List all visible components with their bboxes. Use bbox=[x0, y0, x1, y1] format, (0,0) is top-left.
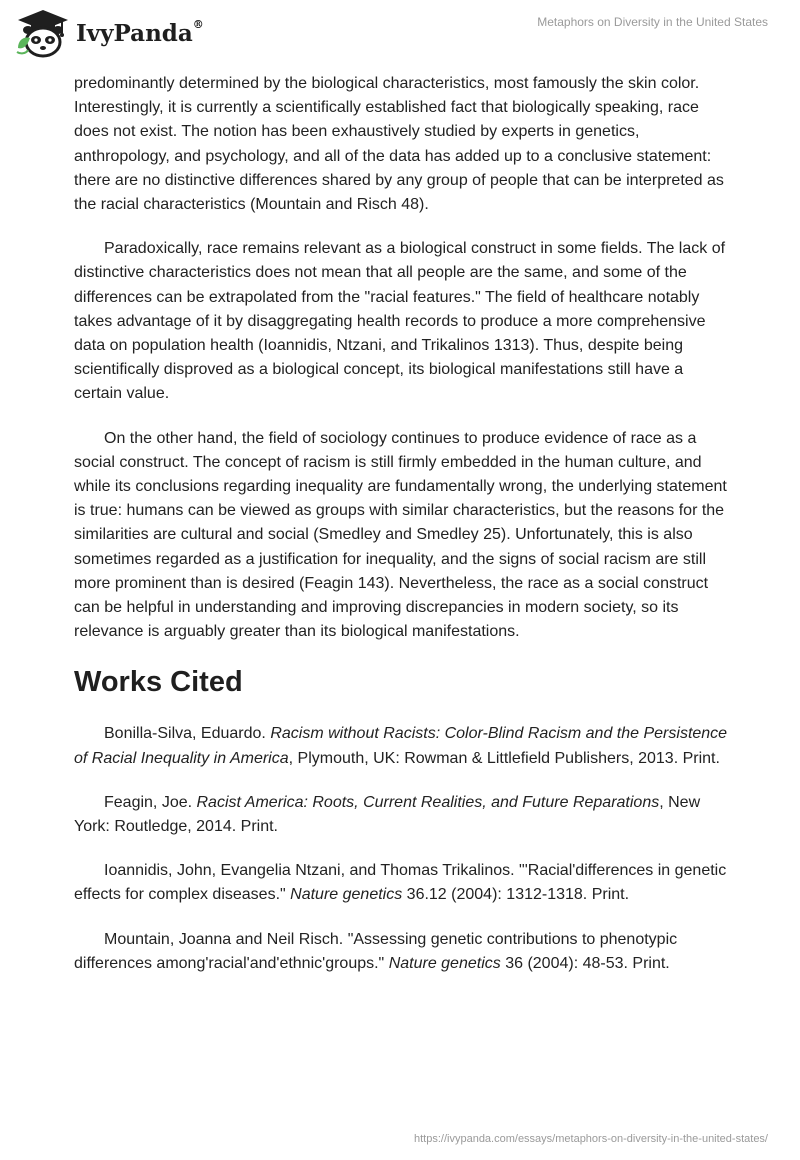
panda-graduate-icon bbox=[14, 8, 72, 60]
citation-details: 36 (2004): 48-53. Print. bbox=[500, 954, 670, 972]
works-cited-heading: Works Cited bbox=[74, 666, 243, 699]
source-url[interactable]: https://ivypanda.com/essays/metaphors-on-diversity-in-the-united-states/ bbox=[414, 1133, 768, 1145]
citation-mountain bbox=[74, 928, 730, 976]
citation-details: 36.12 (2004): 1312-1318. Print. bbox=[402, 886, 630, 904]
citation-feagin bbox=[74, 791, 730, 839]
registered-mark: ® bbox=[192, 18, 204, 31]
paragraph-3: On the other hand, the field of sociology continues to produce evidence of race as a social construct. The concept of racism is still firmly embedded in the human culture, and while its conclusions regarding inequality are fundamentally wrong, the underlying statement is true: humans can be viewed as groups with similar characteristics, but the reasons for the similarities are cultural and social (Smedley and Smedley 25). Unfortunately, this is also sometimes regarded as a justification for inequality, and the signs of social racism are still more prominent than is desired (Feagin 143). Nevertheless, the race as a social construct can be helpful in understanding and improving discrepancies in modern society, so its relevance is arguably greater than its biological manifestations. bbox=[74, 429, 727, 641]
citation-ioannidis bbox=[74, 859, 730, 907]
ivypanda-logo[interactable] bbox=[14, 8, 234, 60]
citation-author: Feagin, Joe. bbox=[104, 793, 197, 811]
citation-title: Racism without Racists: Color-Blind Racism and the Persistence of Racial Inequality in America bbox=[74, 725, 728, 767]
document-title: Metaphors on Diversity in the United States bbox=[537, 15, 768, 29]
citation-author: Mountain, Joanna and Neil Risch. "Assessing genetic contributions to phenotypic differences among'racial'and'ethnic'groups." bbox=[74, 930, 678, 972]
citation-publisher: , New York: Routledge, 2014. Print. bbox=[74, 793, 701, 836]
page-header bbox=[0, 0, 800, 70]
citation-publisher: , Plymouth, UK: Rowman & Littlefield Publishers, 2013. Print. bbox=[288, 749, 720, 767]
citation-author: Bonilla-Silva, Eduardo. bbox=[104, 725, 271, 743]
paragraph-2: Paradoxically, race remains relevant as a biological construct in some fields. The lack of distinctive characteristics does not mean that all people are the same, and some of the differences can be extrapolated from the "racial features." The field of healthcare notably takes advantage of it by disaggregating health records to produce a more comprehensive data on population health (Ioannidis, Ntzani, and Trikalinos 1313). Thus, despite being scientifically disproved as a biological concept, its biological manifestations still have a certain value. bbox=[74, 240, 726, 403]
citation-journal: Nature genetics bbox=[388, 954, 501, 972]
citation-journal: Nature genetics bbox=[290, 886, 403, 904]
citation-author: Ioannidis, John, Evangelia Ntzani, and Thomas Trikalinos. "'Racial'differences in genetic effects for complex diseases." bbox=[74, 862, 727, 904]
citation-title: Racist America: Roots, Current Realities, and Future Reparations bbox=[196, 793, 660, 811]
citation-bonilla-silva bbox=[74, 722, 730, 770]
essay-content bbox=[74, 72, 730, 996]
paragraph-1: predominantly determined by the biological characteristics, most famously the skin color. Interestingly, it is currently a scientifically established fact that biologically speaking, race does not exist. The notion has been exhaustively studied by experts in genetics, anthropology, and psychology, and all of the data has added up to a conclusive statement: there are no distinctive differences shared by any group of people that can be interpreted as the racial characteristics (Mountain and Risch 48). bbox=[74, 75, 724, 214]
brand-name: IvyPanda® bbox=[76, 18, 204, 47]
